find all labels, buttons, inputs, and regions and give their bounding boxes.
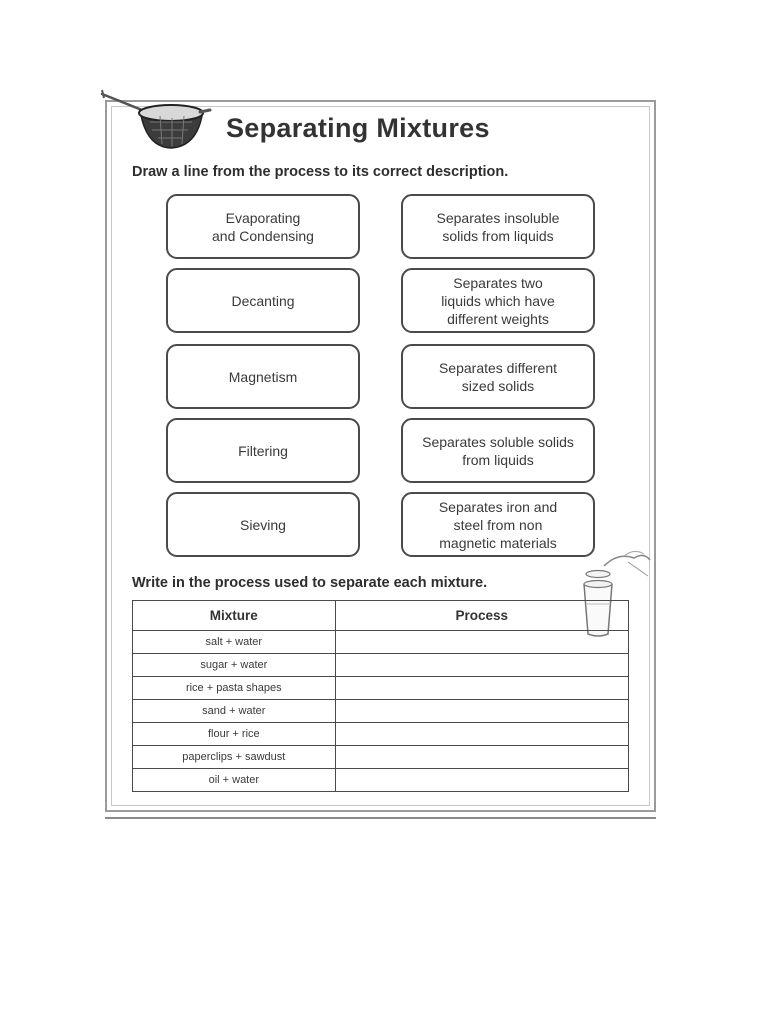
table-row	[133, 746, 629, 769]
mixture-cell: oil + water	[133, 769, 336, 792]
process-label: Decanting	[231, 292, 295, 309]
process-label: Filtering	[238, 442, 288, 459]
process-box-decanting[interactable]	[166, 268, 360, 333]
description-label: Separates two liquids which have different weights	[441, 274, 555, 327]
table-instruction: Write in the process used to separate each mixture.	[132, 575, 488, 591]
page-bottom-rule	[105, 817, 656, 819]
table-header-row	[133, 601, 629, 631]
mixture-cell: sugar + water	[133, 654, 336, 677]
process-box-sieving[interactable]	[166, 492, 360, 557]
table-row	[133, 769, 629, 792]
process-answer-cell[interactable]	[335, 700, 628, 723]
table-row	[133, 654, 629, 677]
process-label: Evaporating and Condensing	[212, 209, 314, 244]
description-box-2[interactable]	[401, 268, 595, 333]
mixture-table	[132, 600, 629, 792]
sieve-icon	[100, 88, 212, 154]
process-answer-cell[interactable]	[335, 654, 628, 677]
header-mixture: Mixture	[133, 601, 336, 631]
table-row	[133, 700, 629, 723]
description-box-4[interactable]	[401, 418, 595, 483]
mixture-cell: sand + water	[133, 700, 336, 723]
table-row	[133, 723, 629, 746]
matching-instruction: Draw a line from the process to its correct description.	[132, 164, 509, 180]
header-process: Process	[335, 601, 628, 631]
description-box-1[interactable]	[401, 194, 595, 259]
process-answer-cell[interactable]	[335, 746, 628, 769]
description-box-3[interactable]	[401, 344, 595, 409]
process-label: Magnetism	[228, 368, 298, 385]
description-label: Separates different sized solids	[438, 359, 558, 394]
page-title: Separating Mixtures	[226, 113, 490, 143]
mixture-cell: salt + water	[133, 631, 336, 654]
process-box-evaporating[interactable]	[166, 194, 360, 259]
process-box-filtering[interactable]	[166, 418, 360, 483]
process-box-magnetism[interactable]	[166, 344, 360, 409]
process-answer-cell[interactable]	[335, 631, 628, 654]
table-row	[133, 631, 629, 654]
process-label: Sieving	[240, 516, 286, 533]
description-label: Separates iron and steel from non magnetic materials	[438, 498, 558, 551]
mixture-cell: flour + rice	[133, 723, 336, 746]
description-box-5[interactable]	[401, 492, 595, 557]
description-label: Separates insoluble solids from liquids	[436, 209, 560, 244]
mixture-cell: rice + pasta shapes	[133, 677, 336, 700]
mixture-cell: paperclips + sawdust	[133, 746, 336, 769]
process-answer-cell[interactable]	[335, 723, 628, 746]
process-answer-cell[interactable]	[335, 677, 628, 700]
table-row	[133, 677, 629, 700]
description-label: Separates soluble solids from liquids	[422, 433, 574, 468]
process-answer-cell[interactable]	[335, 769, 628, 792]
